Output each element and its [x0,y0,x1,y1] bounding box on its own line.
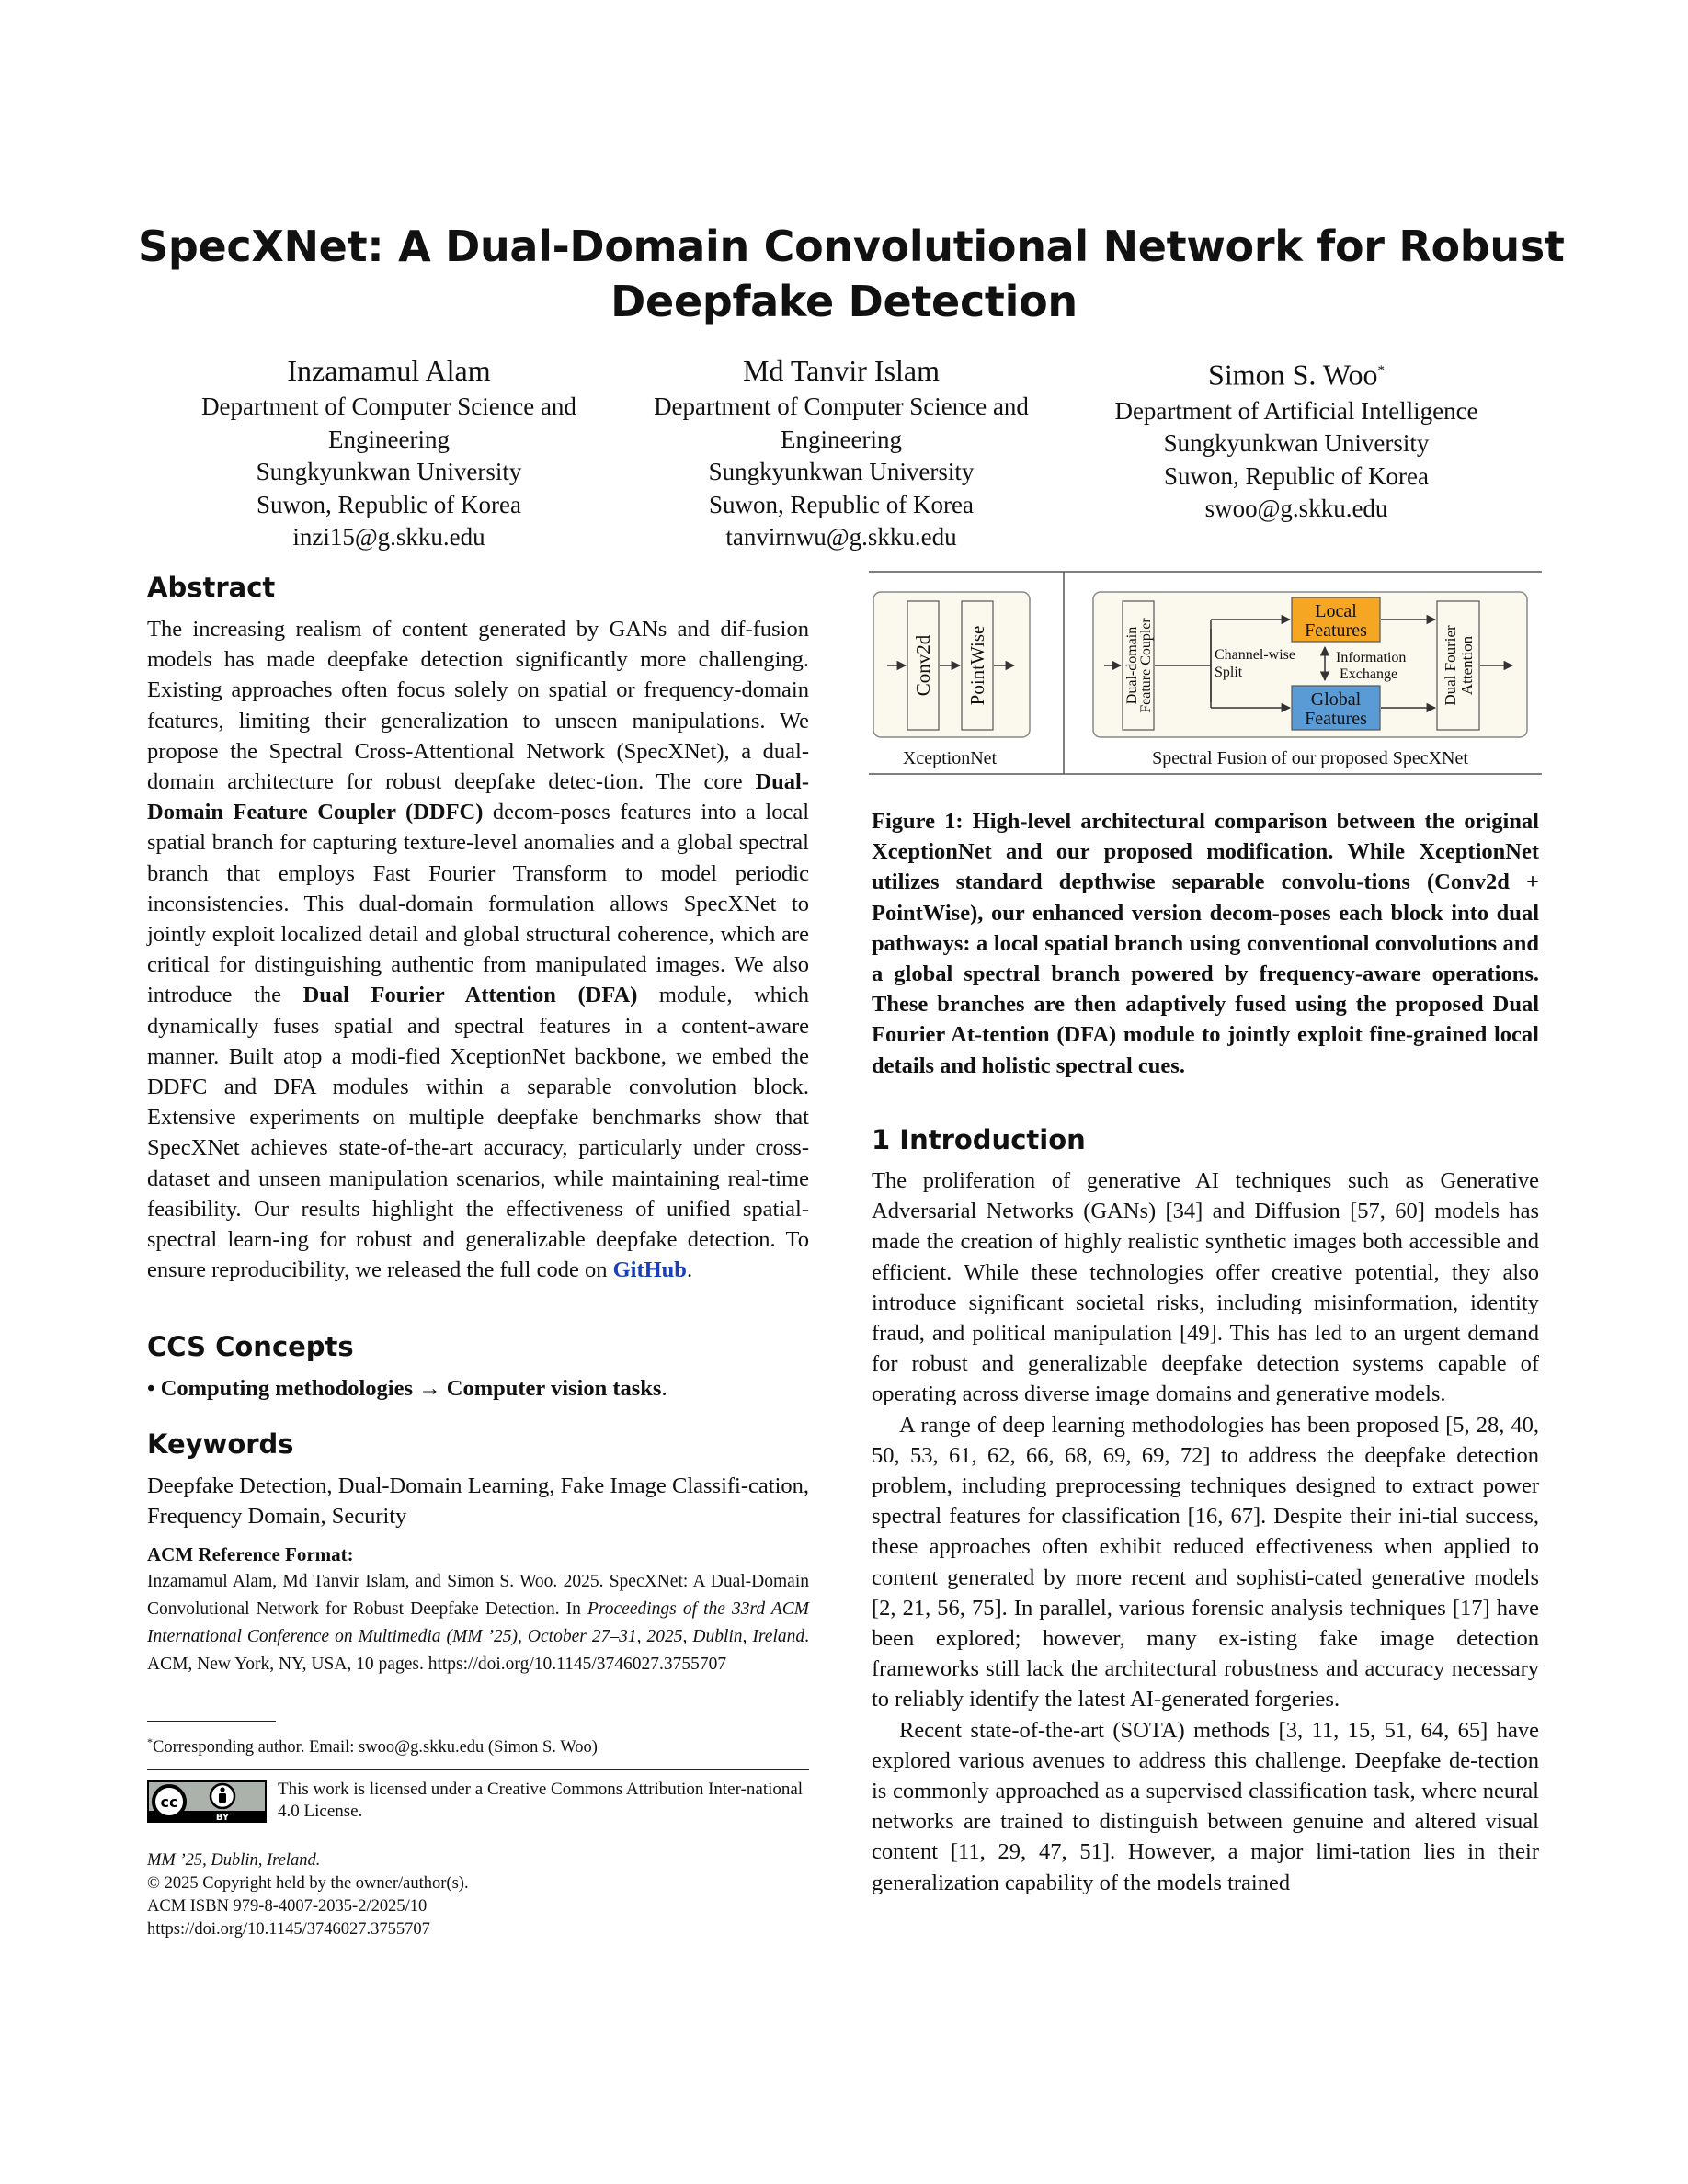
figure-1-diagram [869,570,1542,779]
author-block-1 [164,351,614,554]
xception-box [873,592,1030,737]
xceptionnet-label: XceptionNet [902,748,998,768]
author-block-2 [616,351,1066,554]
github-link[interactable]: GitHub [612,1257,687,1283]
author-affiliation: Sungkyunkwan University [708,458,975,485]
acm-ref-body: Inzamamul Alam, Md Tanvir Islam, and Simon S. Woo. 2025. SpecXNet: A Dual-Domain Convolutional Network for Robust Deepfake Detection. In Proceedings of the 33rd ACM International Conference on Multimedia (MM ’25), October 27–31, 2025, Dublin, Ireland. ACM, New York, NY, USA, 10 pages. https://doi.org/10.1145/3746027.3755707 [147,1572,809,1674]
license-rule [147,1769,809,1770]
author-affiliation: Sungkyunkwan University [256,458,522,485]
ddfc-label-2: Feature Coupler [1138,618,1154,713]
author-affiliation: Suwon, Republic of Korea [257,490,521,518]
split-label-2: Split [1215,665,1243,680]
specxnet-label: Spectral Fusion of our proposed SpecXNet [1152,748,1468,768]
keywords-heading: Keywords [147,1428,294,1460]
cc-by-license-icon [147,1780,267,1823]
author-email: swoo@g.skku.edu [1204,495,1388,523]
author-email: tanvirnwu@g.skku.edu [725,523,957,551]
author-affiliation: Engineering [781,425,902,453]
figure-1-caption: Figure 1: High-level architectural comparison between the original XceptionNet and our proposed modification. While XceptionNet utilizes standard depthwise separable convolu-tions (Conv2d + PointWise), our enhanced version decom-poses each block into dual pathways: a local spatial branch using conventional convolutions and a global spectral branch powered by frequency-aware operations. These branches are then adaptively fused using the proposed Dual Fourier At-tention (DFA) module to jointly exploit fine-grained local details and holistic spectral cues. [872,809,1539,1078]
author-affiliation: Suwon, Republic of Korea [709,490,974,518]
author-email: inzi15@g.skku.edu [292,523,485,551]
local-label-2: Features [1305,620,1367,641]
ccs-heading: CCS Concepts [147,1331,354,1362]
footnote: *Corresponding author. Email: swoo@g.skku.edu (Simon S. Woo) [147,1735,598,1757]
author-affiliation: Department of Artificial Intelligence [1114,396,1478,425]
global-label-2: Features [1305,709,1367,729]
exchange-label-1: Information [1336,650,1407,665]
author-affiliation: Department of Computer Science and [654,392,1029,420]
arrow-icon: → [418,1376,441,1401]
ddfc-label-1: Dual-domain [1124,626,1140,705]
author-block-3 [1071,351,1522,526]
intro-paragraph-1: The proliferation of generative AI techniques such as Generative Adversarial Networks (GANs) [34] and Diffusion [57, 60] models has made the creation of highly realistic synthetic images both accessible and efficient. While these technologies offer creative potential, they also introduce significant societal risks, including misinformation, identity fraud, and political manipulation [49]. This has led to an urgent demand for robust and generalizable deepfake detection systems capable of operating across diverse image domains and generative models. [872,1168,1539,1407]
author-affiliation: Department of Computer Science and [201,392,576,420]
introduction-body [872,1166,1539,1898]
abstract-body: The increasing realism of content generated by GANs and dif-fusion models has made deepfake detection significantly more challenging. Existing approaches often focus solely on spatial or frequency-domain features, limiting their generalization to unseen manipulations. We propose the Spectral Cross-Attentional Network (SpecXNet), a dual-domain architecture for robust deepfake detec-tion. The core Dual-Domain Feature Coupler (DDFC) decom-poses features into a local spatial branch for capturing texture-level anomalies and a global spectral branch that employs Fast Fourier Transform to model periodic inconsistencies. This dual-domain formulation allows SpecXNet to jointly exploit localized detail and global structural coherence, which are critical for distinguishing authentic from manipulated images. We also introduce the Dual Fourier Attention (DFA) module, which dynamically fuses spatial and spectral features in a content-aware manner. Built atop a modi-fied XceptionNet backbone, we embed the DDFC and DFA modules within a separable convolution block. Extensive experiments on multiple deepfake benchmarks show that SpecXNet achieves state-of-the-art accuracy, particularly under cross-dataset and unseen manipulation scenarios, while maintaining real-time feasibility. Our results highlight the effectiveness of unified spatial-spectral learn-ing for robust and generalizable deepfake detection. To ensure reproducibility, we released the full code on GitHub. [147,617,809,1283]
license-text: This work is licensed under a Creative Commons Attribution Inter-national 4.0 License. [278,1780,804,1821]
term-dfa: Dual Fourier Attention (DFA) [302,983,638,1008]
ccs-item-1: Computing methodologies [160,1376,413,1401]
global-label-1: Global [1310,689,1362,710]
split-label-1: Channel-wise [1215,647,1295,663]
author-name: Simon S. Woo* [1208,358,1385,392]
author-affiliation: Sungkyunkwan University [1163,429,1430,458]
by-badge-text: BY [215,1813,230,1823]
author-name: Inzamamul Alam [287,354,491,387]
local-label-1: Local [1315,601,1357,621]
dfa-label-2: Attention [1458,635,1476,696]
footnote-rule [147,1721,276,1722]
author-affiliation: Suwon, Republic of Korea [1164,461,1429,490]
intro-paragraph-2: A range of deep learning methodologies has been proposed [5, 28, 40, 50, 53, 61, 62, 66, 68, 69, 69, 72] to address the deepfake detection problem, including preprocessing techniques designed to extract power spectral features for classification [16, 67]. Despite their ini-tial success, these approaches often exhibit reduced effectiveness when applied to content generated by more recent and sophisti-cated generative models [2, 21, 56, 75]. In parallel, various forensic analysis techniques [17] have been explored; however, many ex-isting fake image detection frameworks still lack the architectural robustness and accuracy necessary to reliably identify the latest AI-generated forgeries. [872,1412,1539,1712]
ccs-item-2: Computer vision tasks [446,1376,662,1401]
introduction-heading: 1 Introduction [872,1124,1086,1155]
author-name: Md Tanvir Islam [742,354,941,387]
title-line-2: Deepfake Detection [610,277,1078,326]
author-affiliation: Engineering [328,425,450,453]
keywords-body: Deepfake Detection, Dual-Domain Learning, Fake Image Classifi-cation, Frequency Domain, Security [147,1473,809,1530]
conv2d-label: Conv2d [912,634,934,697]
abstract-heading: Abstract [147,572,276,603]
corresponding-mark: * [1377,363,1385,378]
pointwise-label: PointWise [966,625,988,706]
exchange-label-2: Exchange [1340,666,1398,682]
paper-title [138,219,1565,329]
copyright-block: MM ’25, Dublin, Ireland. © 2025 Copyright held by the owner/author(s). ACM ISBN 979-8-4007-2035-2/2025/10 https://doi.org/10.1145/3746027.3755707 [147,1851,469,1939]
intro-paragraph-3: Recent state-of-the-art (SOTA) methods [3, 11, 15, 51, 64, 65] have explored various avenues to address this challenge. Deepfake de-tection is commonly approached as a supervised classification task, where neural networks are trained to distinguish between genuine and altered visual content [11, 29, 47, 51]. However, a major limi-tation lies in their generalization capability of the models trained [872,1717,1539,1895]
cc-badge-text: cc [160,1793,178,1811]
term-ddfc: Dual-Domain Feature Coupler (DDFC) [147,769,809,825]
ccs-body: • Computing methodologies → Computer vision tasks. [147,1376,667,1401]
dfa-label-1: Dual Fourier [1442,625,1459,706]
title-line-1: SpecXNet: A Dual-Domain Convolutional Network for Robust [138,222,1565,271]
acm-ref-heading: ACM Reference Format: [147,1543,354,1565]
